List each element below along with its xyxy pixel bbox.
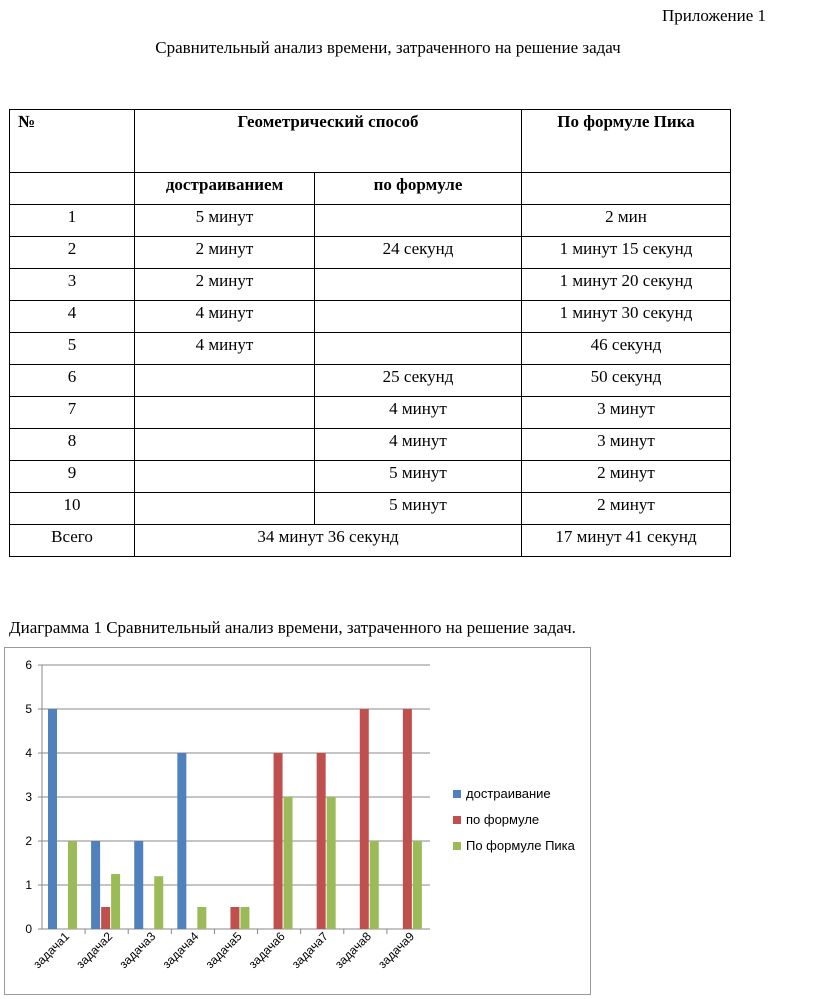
cell-formula: 4 минут xyxy=(315,429,522,461)
cell-formula xyxy=(315,333,522,365)
cell-completion: 2 минут xyxy=(135,237,315,269)
cell-formula: 25 секунд xyxy=(315,365,522,397)
bar-3-задача5 xyxy=(240,907,249,929)
subheader-completion: достраиванием xyxy=(135,173,315,205)
x-tick-label: задача2 xyxy=(73,929,116,972)
cell-completion xyxy=(135,493,315,525)
bar-1-задача1 xyxy=(48,709,57,929)
cell-pick: 46 секунд xyxy=(522,333,731,365)
bar-3-задача9 xyxy=(413,841,422,929)
cell-pick: 1 минут 20 секунд xyxy=(522,269,731,301)
cell-formula: 5 минут xyxy=(315,461,522,493)
y-tick-label: 3 xyxy=(25,790,32,804)
cell-completion xyxy=(135,397,315,429)
total-label: Всего xyxy=(10,525,135,557)
subheader-formula: по формуле xyxy=(315,173,522,205)
cell-completion xyxy=(135,365,315,397)
bar-1-задача3 xyxy=(134,841,143,929)
y-tick-label: 5 xyxy=(25,702,32,716)
cell-formula: 5 минут xyxy=(315,493,522,525)
cell-number: 5 xyxy=(10,333,135,365)
cell-formula: 24 секунд xyxy=(315,237,522,269)
x-tick-label: задача4 xyxy=(159,929,202,972)
legend-swatch xyxy=(453,816,461,824)
cell-completion: 2 минут xyxy=(135,269,315,301)
bar-1-задача2 xyxy=(91,841,100,929)
y-tick-label: 0 xyxy=(25,922,32,936)
bar-3-задача1 xyxy=(68,841,77,929)
bar-3-задача8 xyxy=(370,841,379,929)
cell-number: 1 xyxy=(10,205,135,237)
table-row xyxy=(10,333,731,365)
cell-pick: 3 минут xyxy=(522,397,731,429)
cell-pick: 1 минут 15 секунд xyxy=(522,237,731,269)
legend-label: по формуле xyxy=(466,812,540,827)
cell-number: 7 xyxy=(10,397,135,429)
legend-swatch xyxy=(453,842,461,850)
table-header-row xyxy=(10,110,731,173)
y-tick-label: 6 xyxy=(25,658,32,672)
cell-number: 9 xyxy=(10,461,135,493)
x-tick-label: задача5 xyxy=(202,929,245,972)
cell-pick: 1 минут 30 секунд xyxy=(522,301,731,333)
bar-2-задача6 xyxy=(274,753,283,929)
cell-pick: 2 минут xyxy=(522,493,731,525)
table-row xyxy=(10,397,731,429)
bar-2-задача2 xyxy=(101,907,110,929)
x-tick-label: задача7 xyxy=(288,929,331,972)
header-geometric-method: Геометрический способ xyxy=(135,110,522,173)
legend-label: По формуле Пика xyxy=(466,838,575,853)
cell-pick: 2 мин xyxy=(522,205,731,237)
bar-chart xyxy=(4,647,591,995)
subheader-empty-pick xyxy=(522,173,731,205)
y-tick-label: 2 xyxy=(25,834,32,848)
table-total-row xyxy=(10,525,731,557)
bar-2-задача5 xyxy=(230,907,239,929)
header-number: № xyxy=(10,110,135,173)
cell-number: 4 xyxy=(10,301,135,333)
bar-2-задача9 xyxy=(403,709,412,929)
table-subheader-row xyxy=(10,173,731,205)
table-row xyxy=(10,301,731,333)
bar-3-задача7 xyxy=(327,797,336,929)
cell-formula xyxy=(315,269,522,301)
cell-completion xyxy=(135,429,315,461)
table-row xyxy=(10,205,731,237)
y-tick-label: 4 xyxy=(25,746,32,760)
bar-3-задача4 xyxy=(197,907,206,929)
header-pick-formula: По формуле Пика xyxy=(522,110,731,173)
chart-caption: Диаграмма 1 Сравнительный анализ времени, затраченного на решение задач. xyxy=(9,618,576,637)
x-tick-label: задача6 xyxy=(245,929,288,972)
bar-3-задача6 xyxy=(284,797,293,929)
x-tick-label: задача1 xyxy=(30,929,73,972)
table-row xyxy=(10,461,731,493)
appendix-label: Приложение 1 xyxy=(662,6,766,25)
table-row xyxy=(10,269,731,301)
table-row xyxy=(10,365,731,397)
page-title: Сравнительный анализ времени, затраченного на решение задач xyxy=(155,38,621,57)
table-row xyxy=(10,429,731,461)
subheader-empty xyxy=(10,173,135,205)
time-comparison-table xyxy=(9,109,731,557)
table-row xyxy=(10,493,731,525)
total-geometric: 34 минут 36 секунд xyxy=(135,525,522,557)
cell-pick: 3 минут xyxy=(522,429,731,461)
cell-completion: 5 минут xyxy=(135,205,315,237)
cell-formula: 4 минут xyxy=(315,397,522,429)
x-tick-label: задача9 xyxy=(375,929,418,972)
bar-2-задача8 xyxy=(360,709,369,929)
bar-3-задача2 xyxy=(111,874,120,929)
x-tick-label: задача3 xyxy=(116,929,159,972)
chart-svg xyxy=(5,648,590,994)
cell-formula xyxy=(315,205,522,237)
cell-number: 8 xyxy=(10,429,135,461)
cell-completion: 4 минут xyxy=(135,333,315,365)
legend-label: достраивание xyxy=(466,786,551,801)
cell-completion xyxy=(135,461,315,493)
y-tick-label: 1 xyxy=(25,878,32,892)
cell-pick: 50 секунд xyxy=(522,365,731,397)
cell-number: 10 xyxy=(10,493,135,525)
bar-2-задача7 xyxy=(317,753,326,929)
table-row xyxy=(10,237,731,269)
legend-swatch xyxy=(453,790,461,798)
total-pick: 17 минут 41 секунд xyxy=(522,525,731,557)
cell-completion: 4 минут xyxy=(135,301,315,333)
cell-number: 2 xyxy=(10,237,135,269)
bar-1-задача4 xyxy=(177,753,186,929)
cell-number: 6 xyxy=(10,365,135,397)
cell-number: 3 xyxy=(10,269,135,301)
cell-formula xyxy=(315,301,522,333)
cell-pick: 2 минут xyxy=(522,461,731,493)
x-tick-label: задача8 xyxy=(332,929,374,972)
bar-3-задача3 xyxy=(154,876,163,929)
